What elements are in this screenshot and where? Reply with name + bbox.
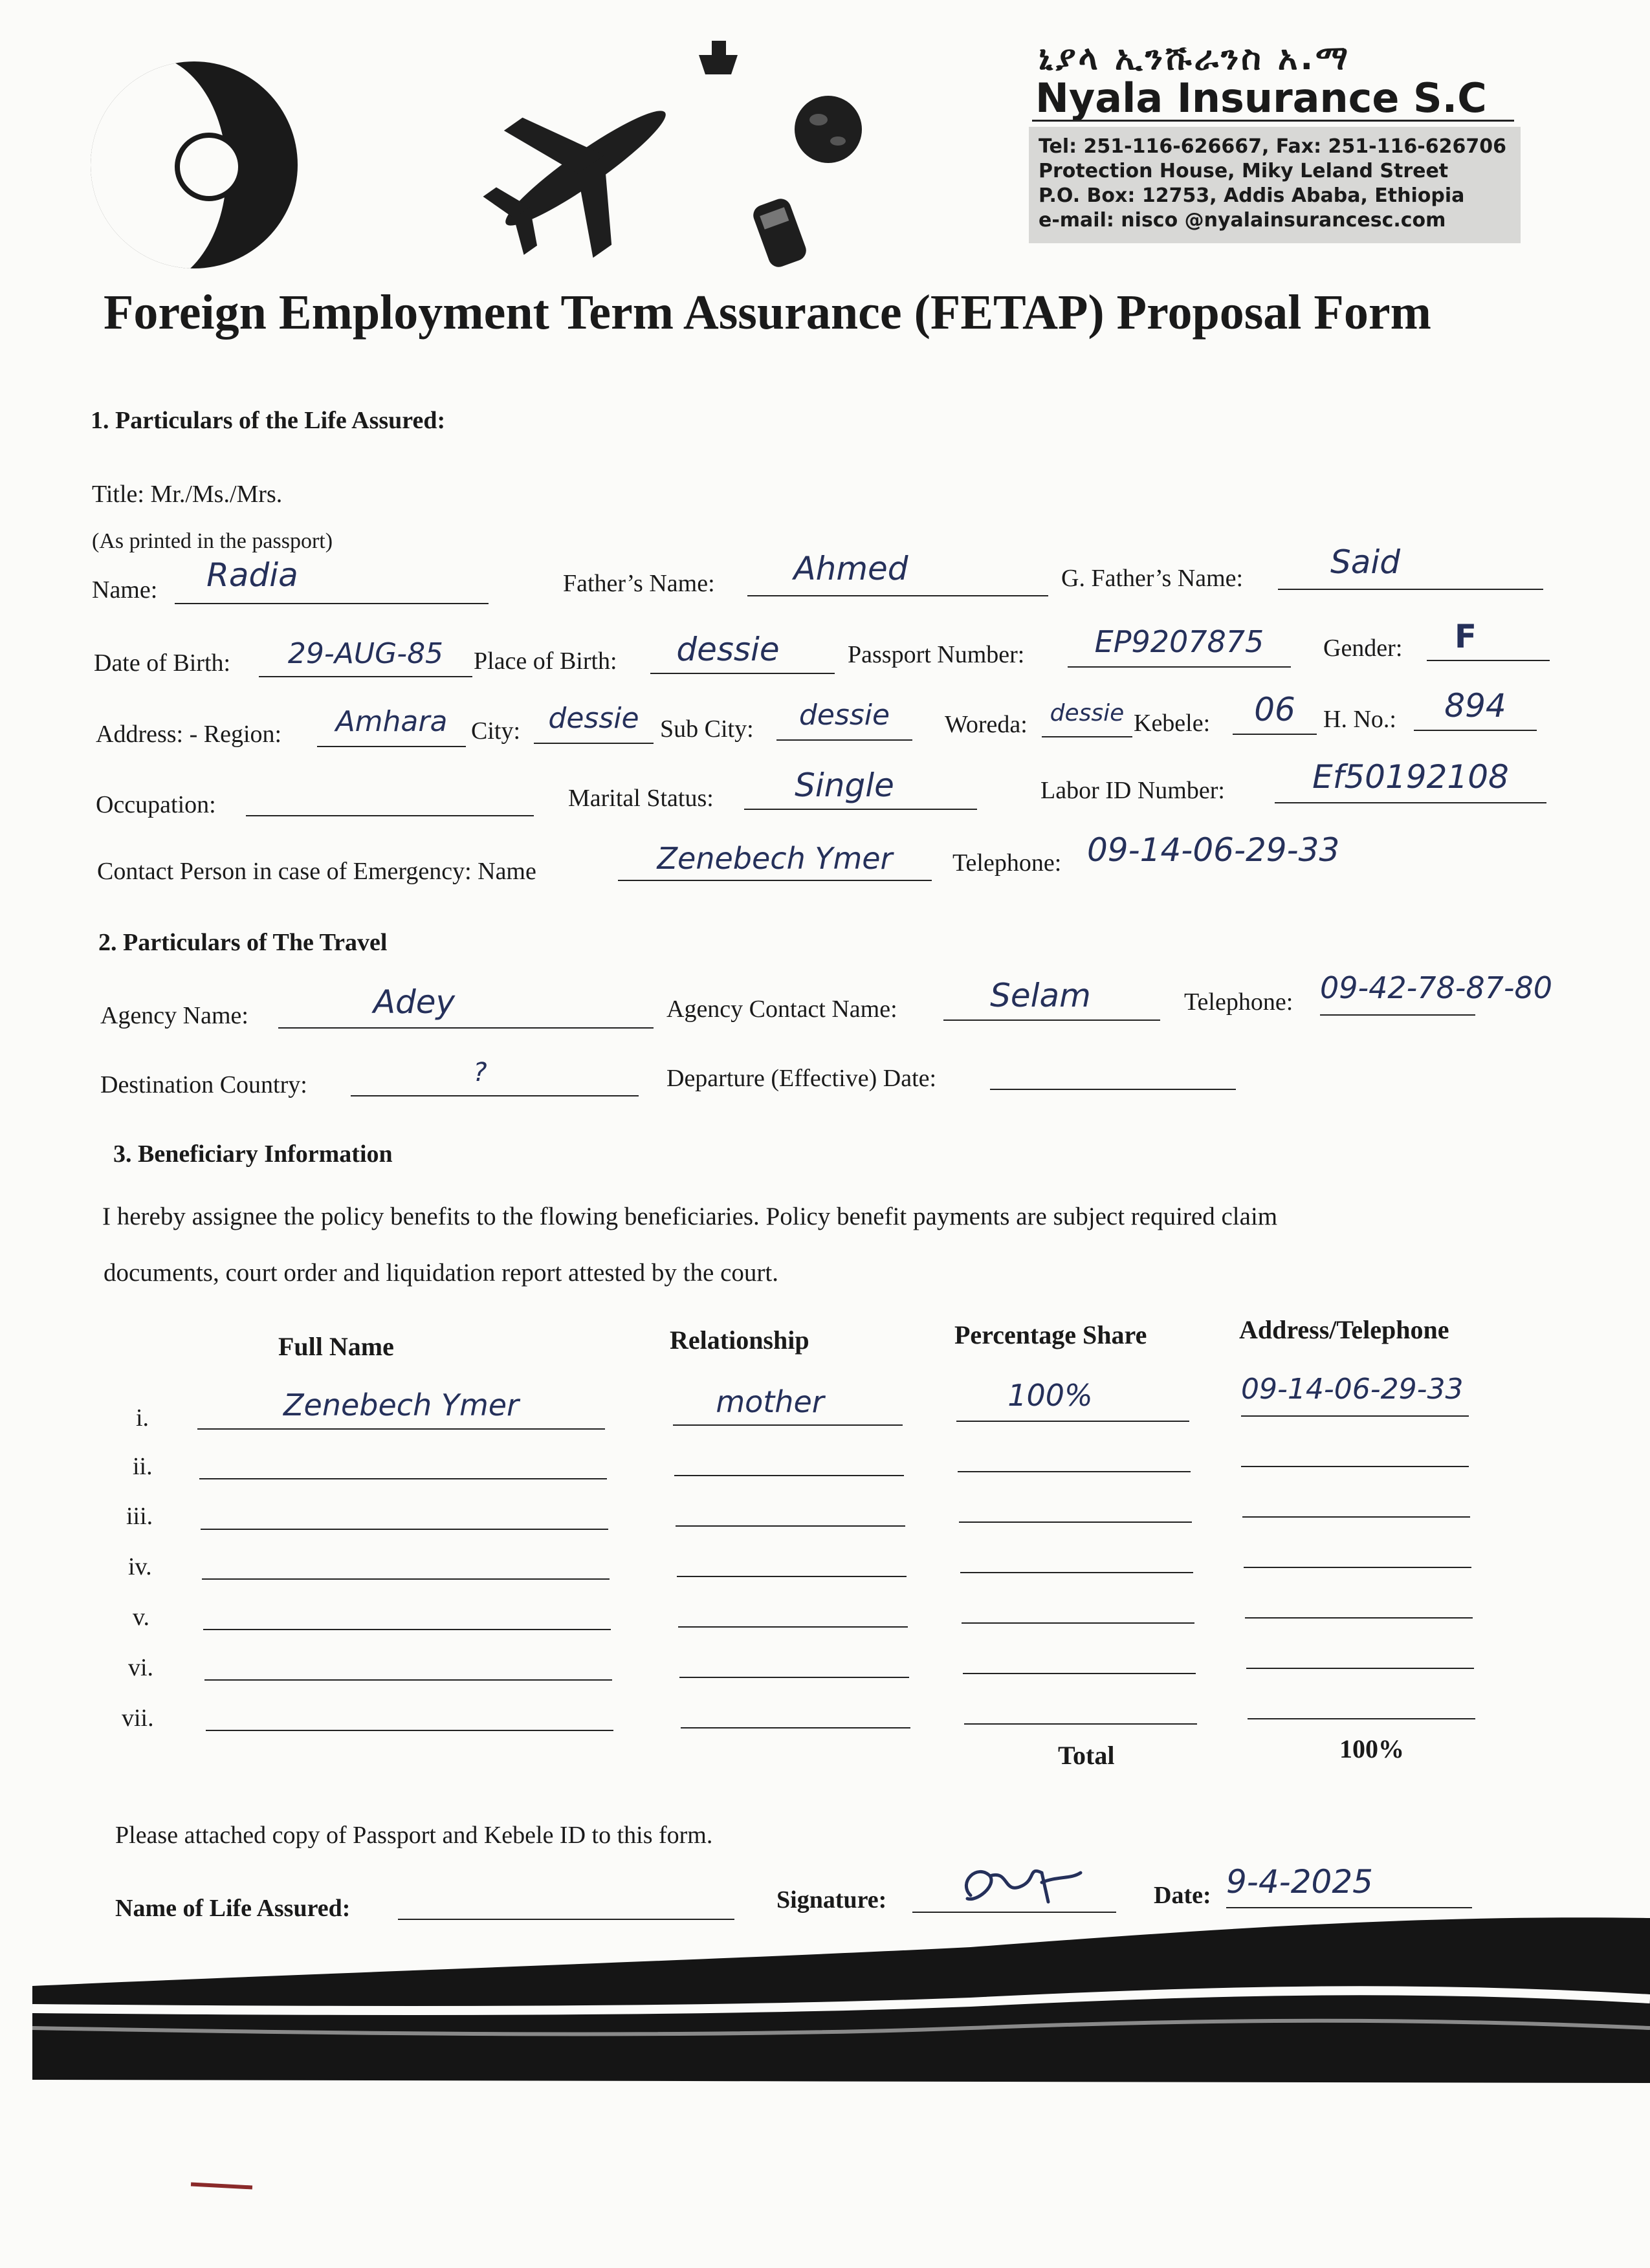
region-line — [317, 746, 466, 747]
passport-number-label: Passport Number: — [848, 641, 1025, 668]
date-label: Date: — [1154, 1882, 1211, 1909]
passport-number-field[interactable]: EP9207875 — [1094, 624, 1264, 659]
kebele-line — [1233, 734, 1317, 735]
gender-label: Gender: — [1323, 635, 1403, 662]
emergency-name-label: Contact Person in case of Emergency: Name — [97, 858, 536, 885]
row-number: ii. — [133, 1453, 153, 1480]
beneficiary-name-field[interactable] — [202, 1578, 610, 1580]
agency-contact-label: Agency Contact Name: — [666, 996, 897, 1023]
attachment-note: Please attached copy of Passport and Kebele ID to this form. — [115, 1822, 713, 1849]
gender-line — [1427, 660, 1550, 661]
section2-heading: 2. Particulars of The Travel — [98, 929, 388, 956]
agency-telephone-line — [1320, 1014, 1475, 1016]
footer-wave-decoration — [0, 1915, 1650, 2096]
city-label: City: — [471, 717, 521, 745]
share-line — [956, 1421, 1189, 1422]
agency-contact-line — [943, 1020, 1160, 1021]
gfather-name-label: G. Father’s Name: — [1061, 565, 1244, 592]
company-name-amharic: ኒያላ ኢንሹራንስ አ.ማ — [1039, 39, 1351, 78]
section1-heading: 1. Particulars of the Life Assured: — [91, 407, 446, 434]
column-address-telephone: Address/Telephone — [1239, 1315, 1449, 1344]
destination-country-label: Destination Country: — [100, 1071, 307, 1098]
beneficiary-paragraph-line-1: I hereby assignee the policy benefits to the flowing beneficiaries. Policy benefit payments are subject required claim — [102, 1203, 1278, 1230]
contact-line-1: Tel: 251-116-626667, Fax: 251-116-626706 — [1039, 135, 1506, 158]
subcity-label: Sub City: — [660, 715, 754, 743]
city-field[interactable]: dessie — [548, 702, 639, 735]
emergency-name-field[interactable]: Zenebech Ymer — [657, 841, 893, 876]
beneficiary-address-field[interactable] — [1244, 1567, 1471, 1568]
emergency-name-line — [618, 880, 932, 881]
agency-contact-field[interactable]: Selam — [990, 977, 1091, 1014]
date-field[interactable]: 9-4-2025 — [1226, 1863, 1373, 1901]
company-logo — [91, 61, 298, 268]
beneficiary-address-field[interactable] — [1245, 1617, 1473, 1619]
beneficiary-relationship-field[interactable] — [676, 1525, 905, 1527]
dob-field[interactable]: 29-AUG-85 — [287, 637, 444, 670]
beneficiary-address-field[interactable] — [1246, 1668, 1474, 1669]
beneficiary-relationship-field[interactable]: mother — [716, 1384, 824, 1419]
agency-telephone-field[interactable]: 09-42-78-87-80 — [1320, 970, 1553, 1005]
date-line — [1226, 1907, 1472, 1908]
relationship-line — [673, 1424, 903, 1426]
row-number: vi. — [128, 1654, 154, 1681]
pob-field[interactable]: dessie — [676, 631, 780, 668]
marital-status-line — [744, 809, 977, 810]
region-field[interactable]: Amhara — [335, 705, 448, 738]
signature-mark — [951, 1857, 1094, 1915]
company-name: Nyala Insurance S.C — [1035, 74, 1487, 122]
agency-name-label: Agency Name: — [100, 1002, 248, 1029]
form-title: Foreign Employment Term Assurance (FETAP) Proposal Form — [104, 285, 1431, 340]
beneficiary-share-field[interactable] — [962, 1622, 1194, 1624]
beneficiary-address-field[interactable] — [1248, 1718, 1475, 1719]
agency-name-field[interactable]: Adey — [373, 983, 456, 1021]
city-line — [534, 743, 654, 744]
row-number: i. — [136, 1404, 149, 1432]
contact-line-2: Protection House, Miky Leland Street — [1039, 160, 1449, 182]
row-number: vii. — [122, 1705, 154, 1732]
marital-status-label: Marital Status: — [568, 785, 714, 812]
passport-number-line — [1068, 666, 1291, 668]
passport-note: (As printed in the passport) — [92, 529, 333, 553]
beneficiary-name-field[interactable] — [206, 1730, 613, 1731]
address-line — [1241, 1415, 1469, 1417]
house-number-field[interactable]: 894 — [1444, 687, 1506, 725]
pob-label: Place of Birth: — [474, 648, 617, 675]
beneficiary-address-field[interactable] — [1241, 1466, 1469, 1467]
labor-id-field[interactable]: Ef50192108 — [1312, 758, 1509, 796]
subcity-field[interactable]: dessie — [798, 699, 890, 732]
contact-email: e-mail: nisco @nyalainsurancesc.com — [1039, 209, 1446, 232]
beneficiary-relationship-field[interactable] — [679, 1677, 909, 1678]
header-rule — [1032, 120, 1514, 122]
total-label: Total — [1058, 1741, 1115, 1770]
pob-line — [650, 673, 835, 674]
woreda-label: Woreda: — [945, 711, 1028, 738]
beneficiary-name-field[interactable] — [199, 1478, 607, 1479]
beneficiary-address-field[interactable]: 09-14-06-29-33 — [1241, 1373, 1464, 1406]
row-number: iii. — [126, 1503, 153, 1530]
life-assured-name-label: Name of Life Assured: — [115, 1895, 351, 1922]
total-value: 100% — [1339, 1734, 1404, 1763]
woreda-field[interactable]: dessie — [1050, 700, 1125, 726]
emergency-tel-field[interactable]: 09-14-06-29-33 — [1087, 831, 1340, 869]
agency-telephone-label: Telephone: — [1184, 988, 1293, 1016]
emergency-tel-label: Telephone: — [952, 849, 1062, 877]
gfather-name-line — [1278, 589, 1543, 590]
dob-label: Date of Birth: — [94, 649, 231, 677]
occupation-line — [246, 815, 534, 816]
beneficiary-name-field[interactable] — [201, 1529, 608, 1530]
name-label: Name: — [92, 576, 158, 604]
column-relationship: Relationship — [670, 1325, 809, 1355]
title-label: Title: Mr./Ms./Mrs. — [92, 481, 283, 508]
agency-name-line — [278, 1027, 654, 1029]
father-name-field[interactable]: Ahmed — [793, 550, 908, 587]
departure-date-label: Departure (Effective) Date: — [666, 1065, 937, 1092]
house-number-label: H. No.: — [1323, 706, 1396, 733]
labor-id-label: Labor ID Number: — [1040, 777, 1225, 804]
father-name-line — [747, 595, 1048, 596]
airplane-icon — [479, 78, 692, 259]
father-name-label: Father’s Name: — [563, 570, 715, 597]
car-icon — [744, 191, 815, 275]
beneficiary-share-field[interactable] — [964, 1723, 1197, 1725]
destination-country-line — [351, 1095, 639, 1096]
subcity-line — [776, 739, 912, 741]
dob-line — [259, 676, 472, 677]
departure-date-line — [990, 1089, 1236, 1090]
destination-country-field[interactable]: ? — [473, 1058, 487, 1087]
kebele-label: Kebele: — [1134, 710, 1211, 737]
house-number-line — [1414, 730, 1537, 731]
beneficiary-share-field[interactable] — [958, 1471, 1191, 1472]
gfather-name-field[interactable]: Said — [1330, 543, 1400, 581]
column-percentage-share: Percentage Share — [954, 1320, 1147, 1349]
name-line — [197, 1428, 605, 1430]
globe-icon — [789, 91, 867, 168]
row-number: iv. — [128, 1553, 152, 1580]
contact-line-3: P.O. Box: 12753, Addis Ababa, Ethiopia — [1039, 184, 1465, 207]
gender-field[interactable]: F — [1454, 618, 1477, 655]
beneficiary-share-field[interactable]: 100% — [1007, 1378, 1093, 1413]
signature-label: Signature: — [776, 1886, 887, 1914]
beneficiary-name-field[interactable]: Zenebech Ymer — [283, 1388, 519, 1423]
beneficiary-relationship-field[interactable] — [678, 1626, 908, 1628]
beneficiary-relationship-field[interactable] — [681, 1727, 910, 1728]
ship-icon — [692, 36, 744, 81]
name-line — [175, 603, 489, 604]
occupation-label: Occupation: — [96, 791, 216, 818]
beneficiary-paragraph-line-2: documents, court order and liquidation report attested by the court. — [104, 1259, 778, 1287]
kebele-field[interactable]: 06 — [1254, 691, 1295, 728]
region-label: Address: - Region: — [96, 721, 282, 748]
beneficiary-name-field[interactable] — [204, 1679, 612, 1681]
beneficiary-share-field[interactable] — [959, 1521, 1192, 1523]
beneficiary-share-field[interactable] — [963, 1673, 1196, 1674]
beneficiary-relationship-field[interactable] — [677, 1576, 907, 1577]
row-number: v. — [133, 1604, 150, 1631]
beneficiary-relationship-field[interactable] — [674, 1475, 904, 1476]
marital-status-field[interactable]: Single — [795, 767, 894, 804]
column-full-name: Full Name — [278, 1332, 394, 1361]
beneficiary-name-field[interactable] — [203, 1629, 611, 1630]
section3-heading: 3. Beneficiary Information — [113, 1140, 393, 1168]
labor-id-line — [1275, 802, 1546, 803]
woreda-line — [1042, 736, 1132, 737]
name-field[interactable]: Radia — [206, 556, 298, 594]
beneficiary-share-field[interactable] — [960, 1572, 1193, 1573]
stray-mark — [191, 2183, 252, 2190]
beneficiary-address-field[interactable] — [1242, 1516, 1470, 1518]
